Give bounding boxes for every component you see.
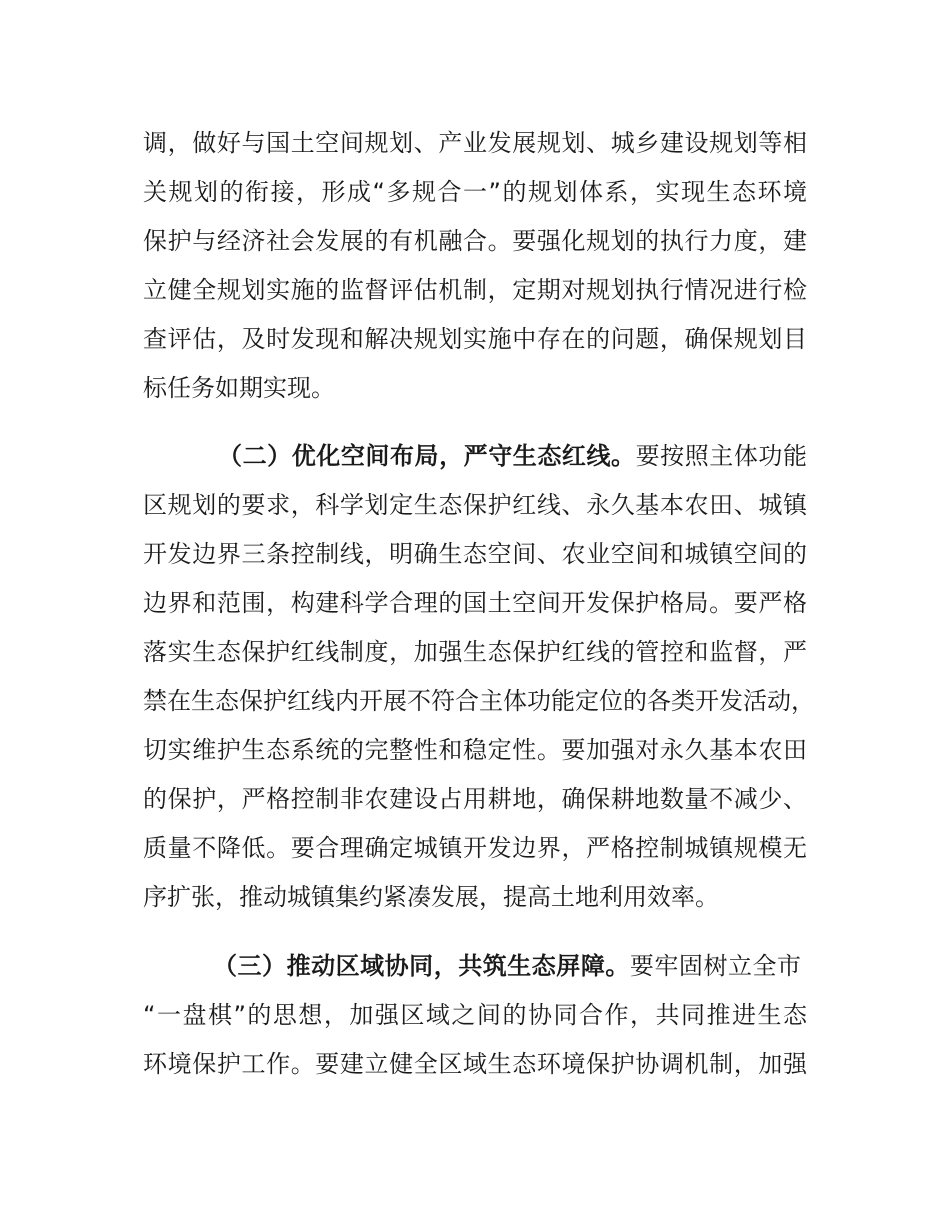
text-line: 立健全规划实施的监督评估机制，定期对规划执行情况进行检 — [143, 276, 807, 304]
text-line: “一盘棋”的思想，加强区域之间的协同合作，共同推进生态 — [143, 1001, 807, 1029]
text-line: 禁在生态保护红线内开展不符合主体功能定位的各类开发活动， — [143, 687, 815, 715]
text-line: 保护与经济社会发展的有机融合。要强化规划的执行力度，建 — [143, 227, 807, 255]
paragraph-first-line — [213, 951, 801, 981]
text-line: 开发边界三条控制线，明确生态空间、农业空间和城镇空间的 — [143, 540, 807, 568]
text-line: 序扩张，推动城镇集约紧凑发展，提高土地利用效率。 — [143, 883, 719, 911]
text-run: 要牢固树立全市 — [629, 952, 802, 980]
text-line: 边界和范围，构建科学合理的国土空间开发保护格局。要严格 — [143, 589, 807, 617]
section-heading: （三）推动区域协同，共筑生态屏障。 — [213, 952, 630, 980]
text-line: 标任务如期实现。 — [143, 374, 335, 402]
text-line: 查评估，及时发现和解决规划实施中存在的问题，确保规划目 — [143, 325, 807, 353]
text-line: 切实维护生态系统的完整性和稳定性。要加强对永久基本农田 — [143, 736, 807, 764]
text-run: 要按照主体功能 — [635, 442, 808, 470]
text-line: 调，做好与国土空间规划、产业发展规划、城乡建设规划等相 — [143, 129, 807, 157]
text-line: 环境保护工作。要建立健全区域生态环境保护协调机制，加强 — [143, 1050, 807, 1078]
paragraph-first-line — [218, 441, 807, 471]
text-line: 质量不降低。要合理确定城镇开发边界，严格控制城镇规模无 — [143, 834, 807, 862]
section-heading: （二）优化空间布局，严守生态红线。 — [218, 442, 636, 470]
text-line: 的保护，严格控制非农建设占用耕地，确保耕地数量不减少、 — [143, 785, 807, 813]
text-line: 落实生态保护红线制度，加强生态保护红线的管控和监督，严 — [143, 638, 807, 666]
text-line: 区规划的要求，科学划定生态保护红线、永久基本农田、城镇 — [143, 491, 807, 519]
text-line: 关规划的衔接，形成“多规合一”的规划体系，实现生态环境 — [143, 178, 807, 206]
